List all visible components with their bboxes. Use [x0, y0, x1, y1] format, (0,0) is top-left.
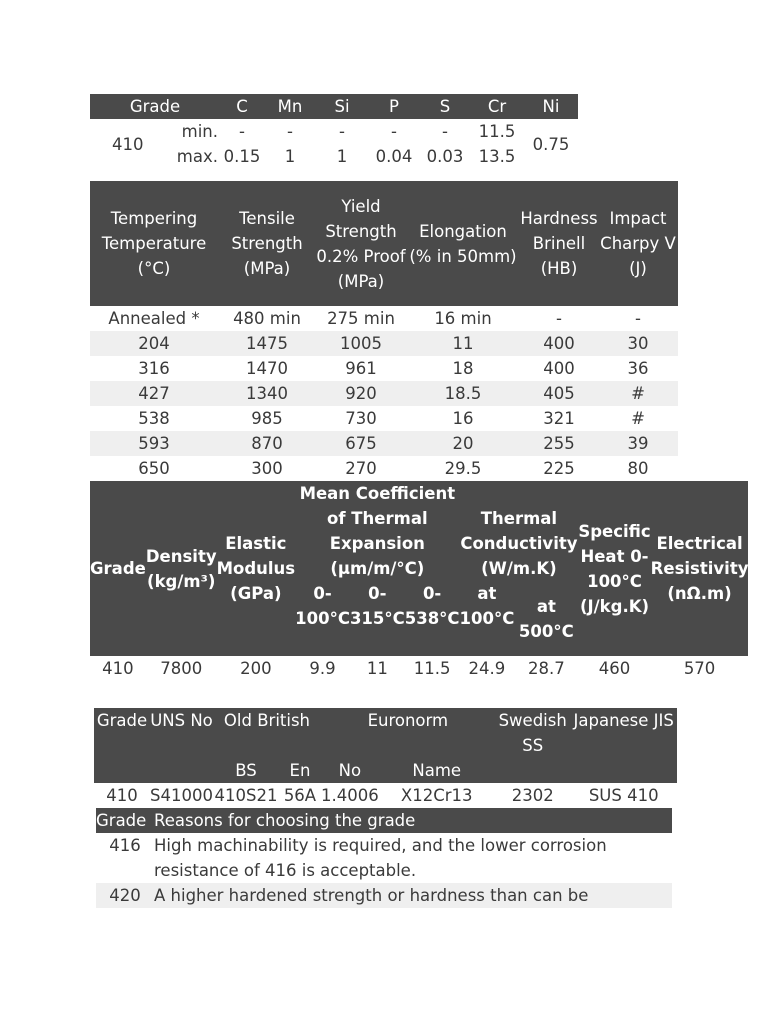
- mechanical-row: [90, 306, 678, 331]
- composition-table: [90, 94, 578, 169]
- header-japanese: Japanese JIS: [573, 711, 674, 730]
- max-c: 0.15: [223, 147, 261, 166]
- mech-hardness: 405: [543, 384, 575, 403]
- mechanical-body: [90, 306, 678, 481]
- mech-hardness: 255: [543, 434, 575, 453]
- header-impact: Impact Charpy V (J): [600, 209, 676, 278]
- header-no: No: [338, 761, 362, 780]
- mech-yield: 270: [345, 459, 377, 478]
- header-m1: 0-100°C: [295, 581, 350, 656]
- phys-density: 7800: [160, 659, 203, 678]
- mech-yield: 675: [345, 434, 377, 453]
- max-s: 0.03: [426, 147, 464, 166]
- header-old-british: Old British: [223, 711, 311, 730]
- mech-yield: 961: [345, 359, 377, 378]
- mechanical-row: [90, 381, 678, 406]
- min-p: -: [391, 122, 397, 141]
- mech-impact: #: [631, 384, 645, 403]
- header-density: Density (kg/m³): [146, 481, 217, 656]
- mech-temp: 650: [138, 459, 170, 478]
- spec-name: X12Cr13: [400, 786, 473, 805]
- min-s: -: [442, 122, 448, 141]
- min-si: -: [339, 122, 345, 141]
- header-mean-expansion: Mean Coefficient of Thermal Expansion (μm/m/°C): [295, 481, 459, 581]
- header-t1: at 100°C: [460, 581, 515, 656]
- mech-temp: 427: [138, 384, 170, 403]
- mech-hardness: 400: [543, 359, 575, 378]
- spec-row: [94, 783, 677, 808]
- header-uns: UNS No: [150, 711, 213, 730]
- physical-header-row1: [90, 481, 748, 581]
- phys-elastic: 200: [240, 659, 272, 678]
- mech-elongation: 16 min: [434, 309, 492, 328]
- min-mn: -: [287, 122, 293, 141]
- reason-text: High machinability is required, and the lower corrosion resistance of 416 is acceptable.: [154, 836, 607, 880]
- mech-elongation: 11: [452, 334, 474, 353]
- ni-cell: 0.75: [532, 134, 570, 154]
- mech-tensile: 1475: [246, 334, 288, 353]
- header-t2: at 500°C: [514, 581, 578, 656]
- mech-yield: 730: [345, 409, 377, 428]
- spec-no: 1.4006: [320, 786, 379, 805]
- mech-impact: -: [635, 309, 641, 328]
- header-si: Si: [334, 97, 350, 116]
- mechanical-row: [90, 356, 678, 381]
- mech-hardness: 321: [543, 409, 575, 428]
- header-swedish: Swedish SS: [498, 711, 567, 755]
- header-bs: BS: [235, 761, 257, 780]
- mechanical-header: [90, 181, 678, 306]
- reasons-header: [96, 808, 672, 833]
- header-grade: Grade: [129, 97, 181, 116]
- header-ni: Ni: [542, 97, 560, 116]
- phys-t1: 24.9: [468, 659, 506, 678]
- mech-hardness: -: [556, 309, 562, 328]
- mech-impact: #: [631, 409, 645, 428]
- reasons-table: [96, 808, 672, 908]
- mech-hardness: 400: [543, 334, 575, 353]
- header-yield: Yield Strength 0.2% Proof (MPa): [316, 196, 406, 291]
- header-tempering: Tempering Temperature (°C): [101, 209, 207, 278]
- mech-temp: 316: [138, 359, 170, 378]
- spec-japanese: SUS 410: [588, 786, 659, 805]
- composition-min-row: [90, 119, 578, 144]
- header-grade: Grade: [90, 481, 146, 656]
- mech-hardness: 225: [543, 459, 575, 478]
- spec-bs: 410S21: [214, 786, 278, 805]
- header-name: Name: [412, 761, 462, 780]
- physical-row: [90, 656, 748, 681]
- max-si: 1: [336, 147, 348, 166]
- max-label: max.: [176, 147, 218, 166]
- phys-m2: 11: [366, 659, 388, 678]
- mech-tensile: 1340: [246, 384, 288, 403]
- mech-temp: 204: [138, 334, 170, 353]
- mech-yield: 1005: [340, 334, 382, 353]
- min-c: -: [239, 122, 245, 141]
- mech-elongation: 16: [452, 409, 474, 428]
- mech-impact: 80: [627, 459, 649, 478]
- mech-yield: 275 min: [327, 309, 395, 328]
- header-reason: Reasons for choosing the grade: [154, 811, 416, 830]
- phys-electrical: 570: [683, 659, 716, 678]
- mechanical-row: [90, 406, 678, 431]
- header-cr: Cr: [487, 97, 507, 116]
- phys-specific: 460: [598, 659, 631, 678]
- phys-grade: 410: [102, 659, 134, 678]
- mech-temp: 593: [138, 434, 170, 453]
- phys-m1: 9.9: [309, 659, 336, 678]
- mechanical-row: [90, 431, 678, 456]
- max-cr: 13.5: [478, 147, 516, 166]
- mechanical-row: [90, 456, 678, 481]
- header-c: C: [236, 97, 248, 116]
- mech-tensile: 985: [251, 409, 283, 428]
- mech-tensile: 1470: [246, 359, 288, 378]
- header-euronorm: Euronorm: [367, 711, 449, 730]
- reason-row: [96, 833, 672, 883]
- max-p: 0.04: [375, 147, 413, 166]
- mechanical-row: [90, 331, 678, 356]
- header-electrical: Electrical Resistivity (nΩ.m): [651, 481, 749, 656]
- header-s: S: [439, 97, 451, 116]
- spec-en: 56A: [283, 786, 317, 805]
- header-grade: Grade: [96, 811, 147, 830]
- phys-t2: 28.7: [527, 659, 565, 678]
- mech-tensile: 870: [251, 434, 283, 453]
- header-elastic: Elastic Modulus (GPa): [217, 481, 296, 656]
- max-mn: 1: [284, 147, 296, 166]
- grade-cell: 410: [112, 134, 144, 154]
- header-thermal: Thermal Conductivity (W/m.K): [460, 481, 579, 581]
- mech-tensile: 300: [251, 459, 283, 478]
- header-grade: Grade: [96, 711, 148, 730]
- composition-header: [90, 94, 578, 119]
- mech-elongation: 18.5: [444, 384, 482, 403]
- mech-elongation: 18: [452, 359, 474, 378]
- mechanical-table: [90, 181, 678, 481]
- mech-impact: 30: [627, 334, 649, 353]
- mech-temp: 538: [138, 409, 170, 428]
- header-mn: Mn: [277, 97, 303, 116]
- physical-table: [90, 481, 748, 681]
- spec-uns: S41000: [150, 786, 213, 805]
- header-tensile: Tensile Strength (MPa): [231, 209, 303, 278]
- reason-text: A higher hardened strength or hardness than can be: [154, 886, 589, 905]
- header-p: P: [389, 97, 399, 116]
- header-en: En: [289, 761, 311, 780]
- specification-table: [94, 708, 677, 808]
- mech-elongation: 29.5: [444, 459, 482, 478]
- composition-max-row: [90, 144, 578, 169]
- header-m3: 0-538°C: [405, 581, 460, 656]
- reason-grade: 416: [109, 836, 141, 855]
- spec-header-row1: [94, 708, 677, 758]
- header-specific-heat: Specific Heat 0-100°C (J/kg.K): [578, 481, 650, 656]
- spec-grade: 410: [106, 786, 138, 805]
- phys-m3: 11.5: [413, 659, 451, 678]
- min-cr: 11.5: [478, 122, 516, 141]
- mech-temp: Annealed *: [108, 309, 200, 328]
- mech-impact: 39: [627, 434, 649, 453]
- mech-impact: 36: [627, 359, 649, 378]
- spec-swedish: 2302: [511, 786, 554, 805]
- header-hardness: Hardness Brinell (HB): [520, 209, 598, 278]
- min-label: min.: [181, 122, 218, 141]
- mech-tensile: 480 min: [233, 309, 301, 328]
- mech-elongation: 20: [452, 434, 474, 453]
- reason-grade: 420: [109, 886, 141, 905]
- header-m2: 0-315°C: [350, 581, 405, 656]
- reason-row: [96, 883, 672, 908]
- mech-yield: 920: [345, 384, 377, 403]
- header-elongation: Elongation (% in 50mm): [409, 221, 517, 266]
